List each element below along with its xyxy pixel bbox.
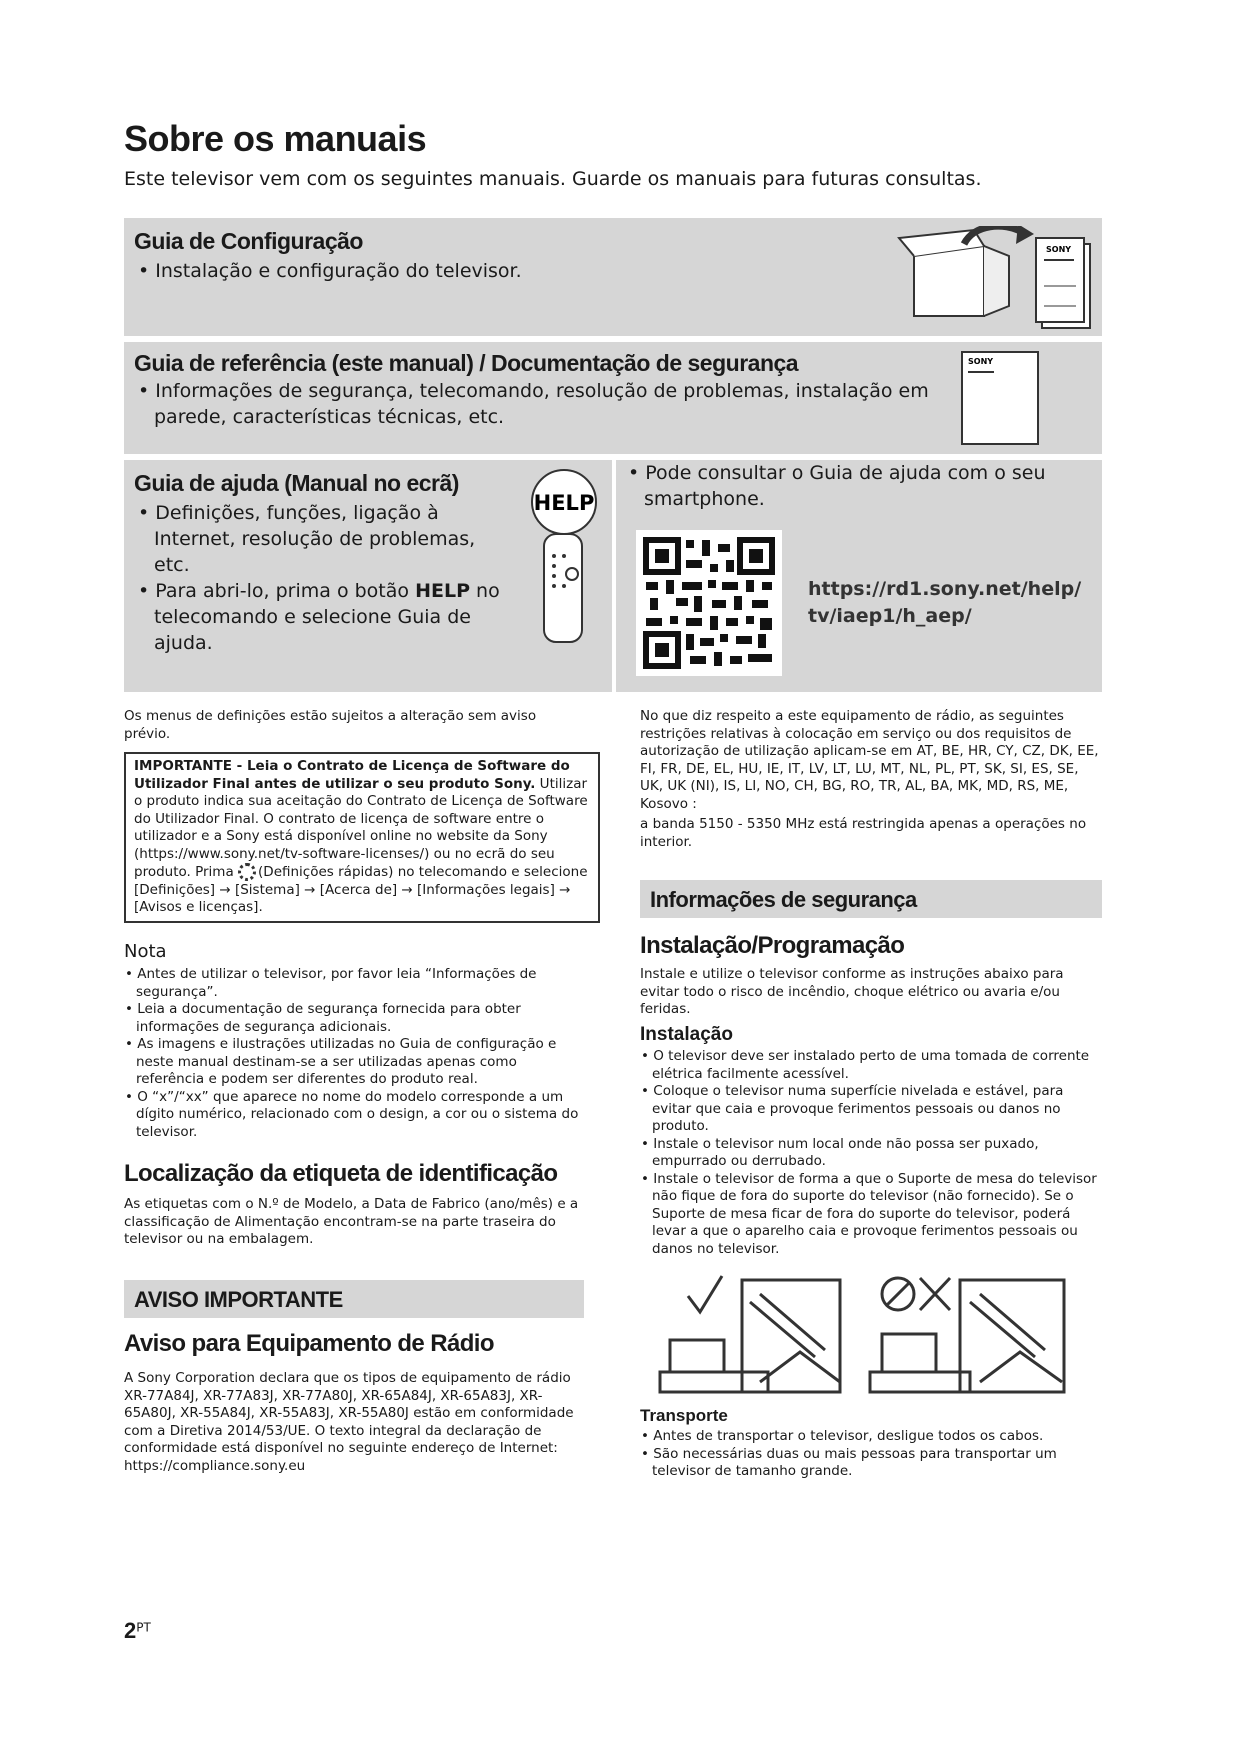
band-restriction-text: a banda 5150 - 5350 MHz está restringida apenas a operações no interior. <box>640 816 1087 850</box>
manual-document-icon <box>954 348 1044 448</box>
menus-note: Os menus de definições estão sujeitos a alteração sem aviso prévio. <box>124 708 537 742</box>
reference-guide-bullet: • Informações de segurança, telecomando, resolução de problemas, instalação em parede, características técnicas, etc. <box>138 380 929 428</box>
label-location-title: Localização da etiqueta de identificação <box>124 1160 558 1187</box>
list-item: • As imagens e ilustrações utilizadas no Guia de configuração e neste manual destinam-se a ser utilizadas apenas como referência e podem ser diferentes do produto real. <box>125 1036 557 1087</box>
reference-guide-heading: Guia de referência (este manual) / Documentação de segurança <box>134 350 799 376</box>
box-document-illustration <box>894 226 1094 330</box>
help-guide-bullet-2: • Para abri-lo, prima o botão HELP no telecomando e selecione Guia de ajuda. <box>138 580 500 654</box>
list-item: • O “x”/“xx” que aparece no nome do modelo corresponde a um dígito numérico, relacionado com o design, a cor ou o sistema do televisor. <box>125 1088 579 1140</box>
installation-programming-text: Instale e utilize o televisor conforme as instruções abaixo para evitar todo o risco de incêndio, choque elétrico ou avaria e/ou feridas. <box>640 966 1064 1017</box>
list-item: • O televisor deve ser instalado perto de uma tomada de corrente elétrica facilmente acessível. <box>641 1048 1090 1082</box>
installation-list <box>640 1048 1102 1258</box>
list-item: • São necessárias duas ou mais pessoas para transportar um televisor de tamanho grande. <box>641 1445 1057 1479</box>
installation-title: Instalação <box>640 1024 733 1045</box>
check-icon <box>688 1276 722 1312</box>
smartphone-bullet: • Pode consultar o Guia de ajuda com o seu smartphone. <box>628 462 1046 510</box>
sony-logo: SONY <box>968 357 994 366</box>
cross-icon <box>920 1278 950 1310</box>
list-item: • Leia a documentação de segurança fornecida para obter informações de segurança adicionais. <box>125 1001 521 1035</box>
radio-notice-text: A Sony Corporation declara que os tipos de equipamento de rádio XR-77A84J, XR-77A83J, XR-77A80J, XR-65A84J, XR-65A83J, XR-65A80J, XR-55A84J, XR-55A83J, XR-55A80J estão em conformidade com a Diretiva 2014/53/UE. O texto integral da declaração de conformidade está disponível no seguinte endereço de Internet: https://compliance.sony.eu <box>124 1370 574 1474</box>
help-guide-heading: Guia de ajuda (Manual no ecrã) <box>134 470 459 496</box>
label-location-text: As etiquetas com o N.º de Modelo, a Data de Fabrico (ano/mês) e a classificação de Alimentação encontram-se na parte traseira do televisor ou na embalagem. <box>124 1196 579 1247</box>
list-item: • Instale o televisor num local onde não possa ser puxado, empurrado ou derrubado. <box>641 1135 1039 1169</box>
list-item: • Instale o televisor de forma a que o Suporte de mesa do televisor não fique de fora do suporte do televisor (não fornecido). Se o Suporte de mesa ficar de fora do suporte do televisor, poderá levar a que o aparelho caia e provoque ferimentos pessoais ou danos no televisor. <box>641 1170 1097 1257</box>
transport-title: Transporte <box>640 1406 728 1425</box>
safety-band: Informações de segurança <box>640 880 1102 918</box>
stand-placement-illustration <box>650 1272 1090 1402</box>
page-number: $2^{PT}$ <box>124 1618 151 1643</box>
quick-settings-icon <box>238 863 256 881</box>
remote-help-illustration <box>524 466 604 646</box>
help-label: HELP <box>533 491 595 515</box>
list-item: • Antes de transportar o televisor, desligue todos os cabos. <box>641 1428 1044 1444</box>
setup-guide-bullet: • Instalação e configuração do televisor. <box>138 260 522 282</box>
radio-notice-title: Aviso para Equipamento de Rádio <box>124 1330 494 1357</box>
transport-list <box>640 1428 1102 1481</box>
help-guide-bullet-1: • Definições, funções, ligação à Internet, resolução de problemas, etc. <box>138 502 476 576</box>
intro-text: Este televisor vem com os seguintes manuais. Guarde os manuais para futuras consultas. <box>124 168 982 190</box>
setup-guide-box <box>124 218 1102 336</box>
nota-title: Nota <box>124 941 167 962</box>
page-title: Sobre os manuais <box>124 118 427 159</box>
aviso-band: AVISO IMPORTANTE <box>124 1280 584 1318</box>
list-item: • Antes de utilizar o televisor, por favor leia “Informações de segurança”. <box>125 966 537 1000</box>
license-notice-box: IMPORTANTE - Leia o Contrato de Licença de Software do Utilizador Final antes de utilizar o seu produto Sony. Utilizar o produto indica sua aceitação do Contrato de Licença de Software do Utilizador Final. O contrato de licença de software entre o utilizador e a Sony está disponível online no website da Sony (https://www.sony.net/tv-software-licenses/) ou no ecrã do seu produto. Prima (Definições rápidas) no telecomando e selecione [Definições] → [Sistema] → [Acerca de] → [Informações legais] → [Avisos e licenças]. <box>124 752 600 923</box>
radio-restriction-text: No que diz respeito a este equipamento de rádio, as seguintes restrições relativas à colocação em serviço ou dos requisitos de autorização de utilização aplicam-se em AT, BE, HR, CY, CZ, DK, EE, FI, FR, DE, EL, HU, IE, IT, LV, LT, LU, MT, NL, PL, PT, SK, SI, ES, SE, UK, UK (NI), IS, LI, NO, CH, BG, RO, TR, AL, BA, MK, MD, RS, ME, Kosovo : <box>640 708 1099 812</box>
help-url[interactable]: https://rd1.sony.net/help/tv/iaep1/h_aep/ <box>808 578 1082 627</box>
help-guide-box <box>124 460 612 692</box>
installation-programming-title: Instalação/Programação <box>640 932 905 959</box>
reference-guide-box <box>124 342 1102 454</box>
list-item: • Coloque o televisor numa superfície nivelada e estável, para evitar que caia e provoque ferimentos pessoais ou danos no produto. <box>641 1083 1064 1134</box>
sony-logo: SONY <box>1046 245 1072 254</box>
nota-list <box>124 966 582 1141</box>
setup-guide-heading: Guia de Configuração <box>134 228 363 254</box>
smartphone-help-box <box>616 460 1102 692</box>
qr-code <box>636 530 782 676</box>
